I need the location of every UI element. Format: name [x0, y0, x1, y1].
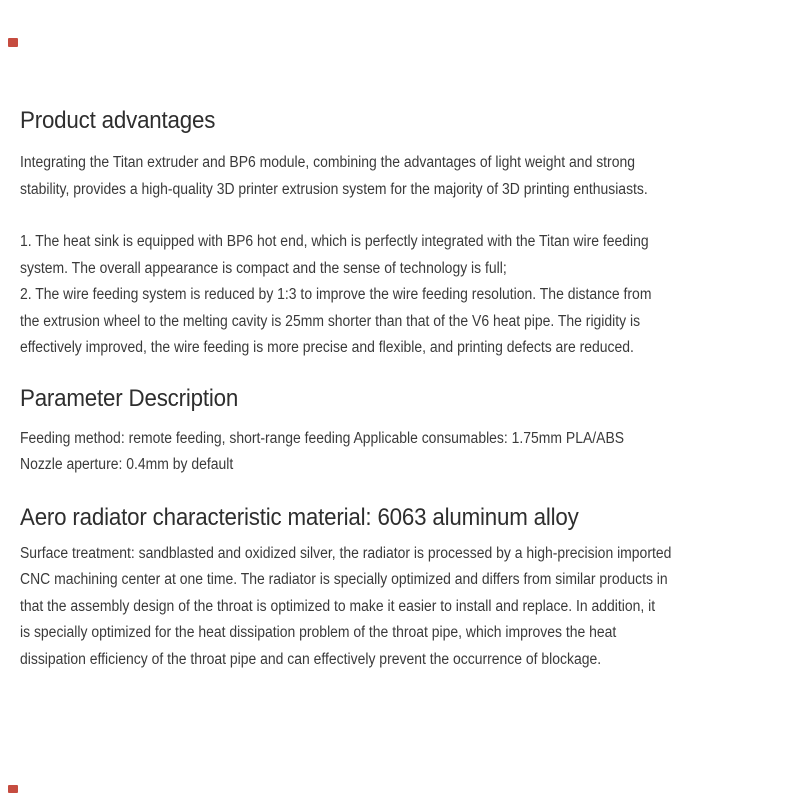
paragraph-intro: [20, 150, 780, 203]
text-line: Surface treatment: sandblasted and oxidized silver, the radiator is processed by a high-precision imported: [20, 544, 672, 562]
text-line: 1. The heat sink is equipped with BP6 hot end, which is perfectly integrated with the Titan wire feeding: [20, 233, 649, 250]
section-parameter-description: [20, 382, 780, 479]
text-line: 2. The wire feeding system is reduced by 1:3 to improve the wire feeding resolution. The distance from: [20, 286, 652, 303]
text-line: Integrating the Titan extruder and BP6 module, combining the advantages of light weight and strong: [20, 154, 635, 171]
section-aero-radiator: [20, 501, 780, 674]
text-line: system. The overall appearance is compact and the sense of technology is full;: [20, 259, 507, 277]
red-watermark-bottom-icon: [8, 785, 18, 793]
text-line: stability, provides a high-quality 3D printer extrusion system for the majority of 3D printing enthusiasts.: [20, 180, 648, 198]
section-heading-aero-radiator: Aero radiator characteristic material: 6063 aluminum alloy: [20, 503, 579, 531]
red-watermark-top-icon: [8, 38, 18, 47]
text-line: effectively improved, the wire feeding is more precise and flexible, and printing defects are reduced.: [20, 339, 634, 356]
section-product-advantages: [20, 104, 780, 362]
text-line: the extrusion wheel to the melting cavity is 25mm shorter than that of the V6 heat pipe. The rigidity is: [20, 312, 641, 330]
text-line: Feeding method: remote feeding, short-range feeding Applicable consumables: 1.75mm PLA/ABS: [20, 429, 625, 447]
section-heading-product-advantages: Product advantages: [20, 107, 216, 134]
text-line: dissipation efficiency of the throat pipe and can effectively prevent the occurrence of blockage.: [20, 650, 602, 668]
paragraph-numbered-points: [20, 229, 780, 362]
paragraph-parameters: [20, 426, 780, 479]
text-line: CNC machining center at one time. The radiator is specially optimized and differs from similar products in: [20, 571, 668, 588]
section-heading-parameter-description: Parameter Description: [20, 384, 239, 412]
paragraph-surface-treatment: [20, 541, 780, 674]
text-line: that the assembly design of the throat is optimized to make it easier to install and replace. In addition, it: [20, 597, 656, 615]
text-line: Nozzle aperture: 0.4mm by default: [20, 456, 234, 473]
text-line: is specially optimized for the heat dissipation problem of the throat pipe, which improves the heat: [20, 624, 617, 641]
